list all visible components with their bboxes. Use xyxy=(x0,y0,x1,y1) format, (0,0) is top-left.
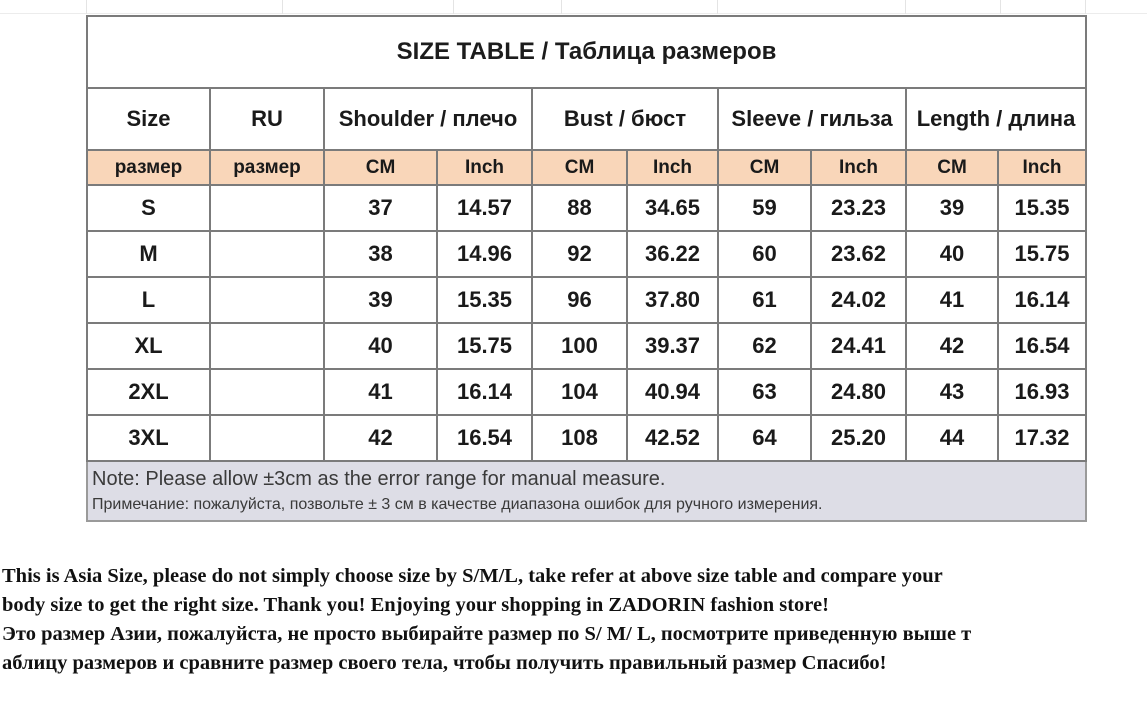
shoulder-inch-cell: 16.54 xyxy=(437,415,532,461)
size-advice-text xyxy=(2,562,1145,678)
shoulder-cm-cell: 38 xyxy=(324,231,437,277)
sleeve-cm-cell: 61 xyxy=(718,277,811,323)
length-cm-cell: 44 xyxy=(906,415,998,461)
ru-cell xyxy=(210,415,324,461)
length-inch-cell: 15.35 xyxy=(998,185,1086,231)
size-cell: L xyxy=(87,277,210,323)
length-cm-cell: 43 xyxy=(906,369,998,415)
subheader-sleeve-inch: Inch xyxy=(811,150,906,185)
table-row xyxy=(87,369,1086,415)
ru-cell xyxy=(210,185,324,231)
length-inch-cell: 17.32 xyxy=(998,415,1086,461)
advice-line-ru-1: Это размер Азии, пожалуйста, не просто выбирайте размер по S/ M/ L, посмотрите приведенную выше т xyxy=(2,623,972,645)
size-table xyxy=(86,15,1087,522)
sleeve-cm-cell: 64 xyxy=(718,415,811,461)
size-cell: M xyxy=(87,231,210,277)
subheader-sleeve-cm: CM xyxy=(718,150,811,185)
ru-cell xyxy=(210,231,324,277)
shoulder-inch-cell: 14.57 xyxy=(437,185,532,231)
sleeve-cm-cell: 60 xyxy=(718,231,811,277)
shoulder-cm-cell: 42 xyxy=(324,415,437,461)
length-cm-cell: 41 xyxy=(906,277,998,323)
advice-line-en-2: body size to get the right size. Thank you! Enjoying your shopping in ZADORIN fashion store! xyxy=(2,594,829,616)
bust-cm-cell: 104 xyxy=(532,369,627,415)
length-cm-cell: 42 xyxy=(906,323,998,369)
length-cm-cell: 39 xyxy=(906,185,998,231)
size-cell: 3XL xyxy=(87,415,210,461)
ru-cell xyxy=(210,277,324,323)
table-row xyxy=(87,277,1086,323)
sleeve-inch-cell: 23.62 xyxy=(811,231,906,277)
shoulder-inch-cell: 14.96 xyxy=(437,231,532,277)
length-cm-cell: 40 xyxy=(906,231,998,277)
length-inch-cell: 15.75 xyxy=(998,231,1086,277)
shoulder-cm-cell: 41 xyxy=(324,369,437,415)
bust-inch-cell: 34.65 xyxy=(627,185,718,231)
table-row xyxy=(87,323,1086,369)
size-cell: 2XL xyxy=(87,369,210,415)
sleeve-inch-cell: 24.80 xyxy=(811,369,906,415)
column-header-row xyxy=(87,88,1086,150)
subheader-shoulder-cm: CM xyxy=(324,150,437,185)
bust-cm-cell: 96 xyxy=(532,277,627,323)
table-row xyxy=(87,231,1086,277)
ru-cell xyxy=(210,323,324,369)
unit-header-row xyxy=(87,150,1086,185)
sleeve-inch-cell: 24.02 xyxy=(811,277,906,323)
shoulder-inch-cell: 15.35 xyxy=(437,277,532,323)
sleeve-cm-cell: 63 xyxy=(718,369,811,415)
sleeve-cm-cell: 59 xyxy=(718,185,811,231)
length-inch-cell: 16.14 xyxy=(998,277,1086,323)
bust-inch-cell: 42.52 xyxy=(627,415,718,461)
advice-line-ru-2: аблицу размеров и сравните размер своего тела, чтобы получить правильный размер Спасибо! xyxy=(2,652,887,674)
subheader-bust-inch: Inch xyxy=(627,150,718,185)
bust-inch-cell: 40.94 xyxy=(627,369,718,415)
length-inch-cell: 16.54 xyxy=(998,323,1086,369)
table-row xyxy=(87,415,1086,461)
shoulder-inch-cell: 16.14 xyxy=(437,369,532,415)
length-inch-cell: 16.93 xyxy=(998,369,1086,415)
note-russian: Примечание: пожалуйста, позвольте ± 3 см в качестве диапазона ошибок для ручного измерения. xyxy=(92,496,823,513)
bust-cm-cell: 100 xyxy=(532,323,627,369)
subheader-size: размер xyxy=(87,150,210,185)
table-title: SIZE TABLE / Таблица размеров xyxy=(87,16,1086,88)
subheader-length-inch: Inch xyxy=(998,150,1086,185)
subheader-shoulder-inch: Inch xyxy=(437,150,532,185)
sleeve-inch-cell: 23.23 xyxy=(811,185,906,231)
note-row xyxy=(87,461,1086,521)
note-cell xyxy=(87,461,1086,521)
bust-inch-cell: 39.37 xyxy=(627,323,718,369)
sleeve-inch-cell: 24.41 xyxy=(811,323,906,369)
size-cell: XL xyxy=(87,323,210,369)
header-bust: Bust / бюст xyxy=(532,88,718,150)
header-shoulder: Shoulder / плечо xyxy=(324,88,532,150)
size-cell: S xyxy=(87,185,210,231)
bust-cm-cell: 88 xyxy=(532,185,627,231)
bust-inch-cell: 36.22 xyxy=(627,231,718,277)
sleeve-cm-cell: 62 xyxy=(718,323,811,369)
header-sleeve: Sleeve / гильза xyxy=(718,88,906,150)
subheader-bust-cm: CM xyxy=(532,150,627,185)
subheader-ru: размер xyxy=(210,150,324,185)
header-length: Length / длина xyxy=(906,88,1086,150)
shoulder-cm-cell: 39 xyxy=(324,277,437,323)
bust-cm-cell: 108 xyxy=(532,415,627,461)
header-ru: RU xyxy=(210,88,324,150)
shoulder-inch-cell: 15.75 xyxy=(437,323,532,369)
table-row xyxy=(87,185,1086,231)
shoulder-cm-cell: 40 xyxy=(324,323,437,369)
header-size: Size xyxy=(87,88,210,150)
bust-cm-cell: 92 xyxy=(532,231,627,277)
sleeve-inch-cell: 25.20 xyxy=(811,415,906,461)
shoulder-cm-cell: 37 xyxy=(324,185,437,231)
bust-inch-cell: 37.80 xyxy=(627,277,718,323)
subheader-length-cm: CM xyxy=(906,150,998,185)
note-english: Note: Please allow ±3cm as the error range for manual measure. xyxy=(92,468,666,490)
advice-line-en-1: This is Asia Size, please do not simply choose size by S/M/L, take refer at above size table and compare your xyxy=(2,565,943,587)
ru-cell xyxy=(210,369,324,415)
top-grid-strip xyxy=(0,0,1147,14)
